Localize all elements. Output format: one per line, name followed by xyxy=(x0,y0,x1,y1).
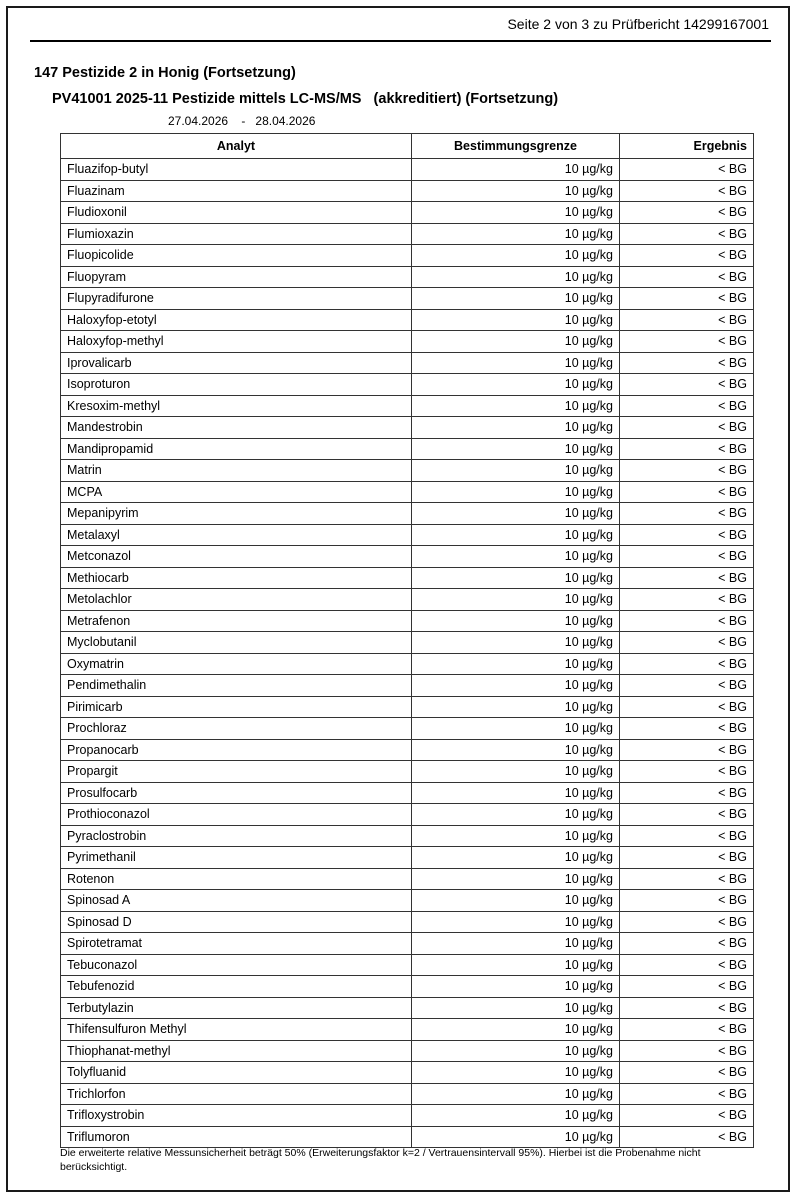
bestimmungsgrenze-cell: 10 µg/kg xyxy=(412,1083,620,1105)
table-row xyxy=(61,567,754,589)
table-row xyxy=(61,739,754,761)
analyt-cell: Triflumoron xyxy=(61,1126,412,1148)
ergebnis-cell: < BG xyxy=(620,546,754,568)
analyt-cell: Mandestrobin xyxy=(61,417,412,439)
analyt-cell: Matrin xyxy=(61,460,412,482)
table-row xyxy=(61,481,754,503)
table-row xyxy=(61,761,754,783)
ergebnis-cell: < BG xyxy=(620,417,754,439)
ergebnis-cell: < BG xyxy=(620,202,754,224)
table-row xyxy=(61,460,754,482)
table-row xyxy=(61,331,754,353)
ergebnis-cell: < BG xyxy=(620,331,754,353)
ergebnis-cell: < BG xyxy=(620,933,754,955)
table-row xyxy=(61,976,754,998)
ergebnis-cell: < BG xyxy=(620,223,754,245)
bestimmungsgrenze-cell: 10 µg/kg xyxy=(412,718,620,740)
ergebnis-cell: < BG xyxy=(620,976,754,998)
method-title: PV41001 2025-11 Pestizide mittels LC-MS/MS (akkreditiert) (Fortsetzung) xyxy=(52,91,559,107)
analyt-cell: Metconazol xyxy=(61,546,412,568)
analyt-cell: Kresoxim-methyl xyxy=(61,395,412,417)
table-row xyxy=(61,825,754,847)
bestimmungsgrenze-cell: 10 µg/kg xyxy=(412,223,620,245)
bestimmungsgrenze-cell: 10 µg/kg xyxy=(412,438,620,460)
table-row xyxy=(61,933,754,955)
table-row xyxy=(61,954,754,976)
bestimmungsgrenze-cell: 10 µg/kg xyxy=(412,503,620,525)
table-row xyxy=(61,782,754,804)
bestimmungsgrenze-cell: 10 µg/kg xyxy=(412,782,620,804)
bestimmungsgrenze-cell: 10 µg/kg xyxy=(412,374,620,396)
analyt-cell: Metrafenon xyxy=(61,610,412,632)
ergebnis-cell: < BG xyxy=(620,524,754,546)
analyt-cell: Fluazifop-butyl xyxy=(61,159,412,181)
bestimmungsgrenze-cell: 10 µg/kg xyxy=(412,266,620,288)
ergebnis-cell: < BG xyxy=(620,761,754,783)
ergebnis-cell: < BG xyxy=(620,288,754,310)
bestimmungsgrenze-cell: 10 µg/kg xyxy=(412,524,620,546)
analyt-cell: Flupyradifurone xyxy=(61,288,412,310)
ergebnis-cell: < BG xyxy=(620,825,754,847)
bestimmungsgrenze-cell: 10 µg/kg xyxy=(412,653,620,675)
bestimmungsgrenze-cell: 10 µg/kg xyxy=(412,739,620,761)
section-title: 147 Pestizide 2 in Honig (Fortsetzung) xyxy=(34,65,296,81)
bestimmungsgrenze-cell: 10 µg/kg xyxy=(412,288,620,310)
ergebnis-cell: < BG xyxy=(620,266,754,288)
bestimmungsgrenze-cell: 10 µg/kg xyxy=(412,180,620,202)
bestimmungsgrenze-cell: 10 µg/kg xyxy=(412,546,620,568)
table-header-row xyxy=(61,134,754,159)
ergebnis-cell: < BG xyxy=(620,589,754,611)
analyt-cell: Spinosad A xyxy=(61,890,412,912)
bestimmungsgrenze-cell: 10 µg/kg xyxy=(412,976,620,998)
date-range: 27.04.2026 - 28.04.2026 xyxy=(168,114,316,128)
bestimmungsgrenze-cell: 10 µg/kg xyxy=(412,395,620,417)
ergebnis-cell: < BG xyxy=(620,567,754,589)
table-row xyxy=(61,1126,754,1148)
analyt-cell: MCPA xyxy=(61,481,412,503)
analyt-cell: Metalaxyl xyxy=(61,524,412,546)
table-row xyxy=(61,159,754,181)
analyt-cell: Haloxyfop-methyl xyxy=(61,331,412,353)
bestimmungsgrenze-cell: 10 µg/kg xyxy=(412,1126,620,1148)
bestimmungsgrenze-cell: 10 µg/kg xyxy=(412,352,620,374)
table-row xyxy=(61,632,754,654)
bestimmungsgrenze-cell: 10 µg/kg xyxy=(412,610,620,632)
bestimmungsgrenze-cell: 10 µg/kg xyxy=(412,890,620,912)
ergebnis-cell: < BG xyxy=(620,847,754,869)
analyt-cell: Mepanipyrim xyxy=(61,503,412,525)
table-row xyxy=(61,696,754,718)
bestimmungsgrenze-cell: 10 µg/kg xyxy=(412,331,620,353)
ergebnis-cell: < BG xyxy=(620,438,754,460)
ergebnis-cell: < BG xyxy=(620,481,754,503)
analyt-cell: Myclobutanil xyxy=(61,632,412,654)
bestimmungsgrenze-cell: 10 µg/kg xyxy=(412,1040,620,1062)
analyt-cell: Propanocarb xyxy=(61,739,412,761)
bestimmungsgrenze-cell: 10 µg/kg xyxy=(412,245,620,267)
table-row xyxy=(61,1105,754,1127)
ergebnis-cell: < BG xyxy=(620,1062,754,1084)
ergebnis-cell: < BG xyxy=(620,1040,754,1062)
ergebnis-cell: < BG xyxy=(620,890,754,912)
bestimmungsgrenze-cell: 10 µg/kg xyxy=(412,675,620,697)
table-row xyxy=(61,223,754,245)
bestimmungsgrenze-cell: 10 µg/kg xyxy=(412,1062,620,1084)
analyt-cell: Haloxyfop-etotyl xyxy=(61,309,412,331)
table-row xyxy=(61,546,754,568)
analyt-cell: Trichlorfon xyxy=(61,1083,412,1105)
table-row xyxy=(61,180,754,202)
table-row xyxy=(61,1062,754,1084)
ergebnis-cell: < BG xyxy=(620,675,754,697)
table-row xyxy=(61,997,754,1019)
analyt-cell: Tebuconazol xyxy=(61,954,412,976)
ergebnis-cell: < BG xyxy=(620,309,754,331)
ergebnis-cell: < BG xyxy=(620,739,754,761)
ergebnis-cell: < BG xyxy=(620,718,754,740)
ergebnis-cell: < BG xyxy=(620,503,754,525)
ergebnis-cell: < BG xyxy=(620,632,754,654)
table-row xyxy=(61,911,754,933)
table-row xyxy=(61,352,754,374)
bestimmungsgrenze-cell: 10 µg/kg xyxy=(412,804,620,826)
analyt-cell: Pyrimethanil xyxy=(61,847,412,869)
bestimmungsgrenze-cell: 10 µg/kg xyxy=(412,589,620,611)
ergebnis-cell: < BG xyxy=(620,997,754,1019)
analyt-cell: Isoproturon xyxy=(61,374,412,396)
analyt-cell: Thiophanat-methyl xyxy=(61,1040,412,1062)
ergebnis-cell: < BG xyxy=(620,460,754,482)
bestimmungsgrenze-cell: 10 µg/kg xyxy=(412,1019,620,1041)
analyt-cell: Metolachlor xyxy=(61,589,412,611)
analyt-cell: Terbutylazin xyxy=(61,997,412,1019)
ergebnis-cell: < BG xyxy=(620,1126,754,1148)
analyt-cell: Methiocarb xyxy=(61,567,412,589)
ergebnis-cell: < BG xyxy=(620,696,754,718)
analyt-cell: Mandipropamid xyxy=(61,438,412,460)
table-row xyxy=(61,245,754,267)
analyt-cell: Oxymatrin xyxy=(61,653,412,675)
table-row xyxy=(61,718,754,740)
table-row xyxy=(61,309,754,331)
ergebnis-cell: < BG xyxy=(620,159,754,181)
table-row xyxy=(61,503,754,525)
column-header-bestimmungsgrenze: Bestimmungsgrenze xyxy=(412,134,620,159)
table-row xyxy=(61,610,754,632)
table-row xyxy=(61,1083,754,1105)
analyt-cell: Fluopicolide xyxy=(61,245,412,267)
ergebnis-cell: < BG xyxy=(620,245,754,267)
table-row xyxy=(61,868,754,890)
bestimmungsgrenze-cell: 10 µg/kg xyxy=(412,417,620,439)
ergebnis-cell: < BG xyxy=(620,1105,754,1127)
analyt-cell: Trifloxystrobin xyxy=(61,1105,412,1127)
bestimmungsgrenze-cell: 10 µg/kg xyxy=(412,1105,620,1127)
analyt-cell: Iprovalicarb xyxy=(61,352,412,374)
table-row xyxy=(61,438,754,460)
ergebnis-cell: < BG xyxy=(620,954,754,976)
bestimmungsgrenze-cell: 10 µg/kg xyxy=(412,954,620,976)
ergebnis-cell: < BG xyxy=(620,868,754,890)
table-row xyxy=(61,202,754,224)
table-row xyxy=(61,1019,754,1041)
footnote: Die erweiterte relative Messunsicherheit beträgt 50% (Erweiterungsfaktor k=2 / Vertrauensintervall 95%). Hierbei ist die Probenahme nicht berücksichtigt. xyxy=(60,1147,701,1173)
ergebnis-cell: < BG xyxy=(620,653,754,675)
bestimmungsgrenze-cell: 10 µg/kg xyxy=(412,847,620,869)
analyt-cell: Tolyfluanid xyxy=(61,1062,412,1084)
analyt-cell: Fludioxonil xyxy=(61,202,412,224)
analyt-cell: Spirotetramat xyxy=(61,933,412,955)
ergebnis-cell: < BG xyxy=(620,804,754,826)
ergebnis-cell: < BG xyxy=(620,782,754,804)
bestimmungsgrenze-cell: 10 µg/kg xyxy=(412,825,620,847)
bestimmungsgrenze-cell: 10 µg/kg xyxy=(412,481,620,503)
analyt-cell: Prochloraz xyxy=(61,718,412,740)
ergebnis-cell: < BG xyxy=(620,911,754,933)
bestimmungsgrenze-cell: 10 µg/kg xyxy=(412,632,620,654)
analyt-cell: Flumioxazin xyxy=(61,223,412,245)
bestimmungsgrenze-cell: 10 µg/kg xyxy=(412,159,620,181)
results-table xyxy=(60,133,754,1148)
bestimmungsgrenze-cell: 10 µg/kg xyxy=(412,567,620,589)
analyt-cell: Prothioconazol xyxy=(61,804,412,826)
analyt-cell: Fluazinam xyxy=(61,180,412,202)
header-divider xyxy=(30,40,771,42)
bestimmungsgrenze-cell: 10 µg/kg xyxy=(412,868,620,890)
bestimmungsgrenze-cell: 10 µg/kg xyxy=(412,911,620,933)
analyt-cell: Prosulfocarb xyxy=(61,782,412,804)
analyt-cell: Fluopyram xyxy=(61,266,412,288)
analyt-cell: Rotenon xyxy=(61,868,412,890)
analyt-cell: Thifensulfuron Methyl xyxy=(61,1019,412,1041)
table-row xyxy=(61,589,754,611)
bestimmungsgrenze-cell: 10 µg/kg xyxy=(412,202,620,224)
table-row xyxy=(61,804,754,826)
ergebnis-cell: < BG xyxy=(620,352,754,374)
table-row xyxy=(61,847,754,869)
table-row xyxy=(61,395,754,417)
ergebnis-cell: < BG xyxy=(620,610,754,632)
ergebnis-cell: < BG xyxy=(620,395,754,417)
analyt-cell: Spinosad D xyxy=(61,911,412,933)
analyt-cell: Tebufenozid xyxy=(61,976,412,998)
bestimmungsgrenze-cell: 10 µg/kg xyxy=(412,997,620,1019)
table-row xyxy=(61,266,754,288)
ergebnis-cell: < BG xyxy=(620,180,754,202)
column-header-analyt: Analyt xyxy=(61,134,412,159)
table-row xyxy=(61,417,754,439)
column-header-ergebnis: Ergebnis xyxy=(620,134,754,159)
ergebnis-cell: < BG xyxy=(620,1083,754,1105)
analyt-cell: Pendimethalin xyxy=(61,675,412,697)
table-body xyxy=(61,159,754,1148)
table-row xyxy=(61,675,754,697)
table-row xyxy=(61,374,754,396)
ergebnis-cell: < BG xyxy=(620,1019,754,1041)
ergebnis-cell: < BG xyxy=(620,374,754,396)
bestimmungsgrenze-cell: 10 µg/kg xyxy=(412,696,620,718)
page-header: Seite 2 von 3 zu Prüfbericht 14299167001 xyxy=(507,16,769,32)
bestimmungsgrenze-cell: 10 µg/kg xyxy=(412,309,620,331)
bestimmungsgrenze-cell: 10 µg/kg xyxy=(412,933,620,955)
bestimmungsgrenze-cell: 10 µg/kg xyxy=(412,460,620,482)
analyt-cell: Pirimicarb xyxy=(61,696,412,718)
analyt-cell: Pyraclostrobin xyxy=(61,825,412,847)
table-row xyxy=(61,524,754,546)
bestimmungsgrenze-cell: 10 µg/kg xyxy=(412,761,620,783)
table-row xyxy=(61,890,754,912)
table-row xyxy=(61,288,754,310)
table-row xyxy=(61,653,754,675)
analyt-cell: Propargit xyxy=(61,761,412,783)
table-row xyxy=(61,1040,754,1062)
